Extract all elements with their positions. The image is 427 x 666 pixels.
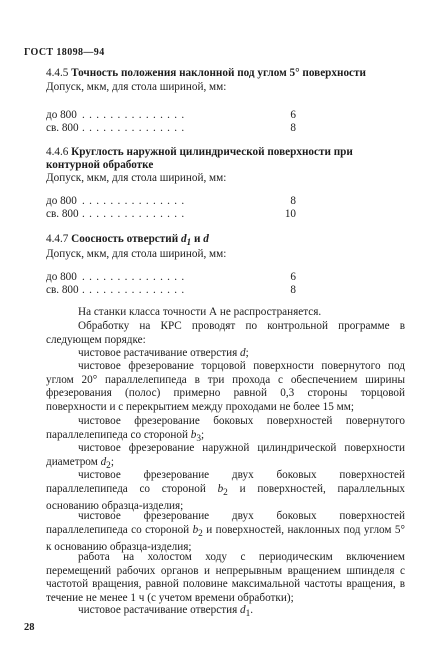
paragraph <box>46 604 405 622</box>
row-value: 10 <box>284 208 296 220</box>
paragraph-text: чистовое растачивание отверстия <box>78 604 238 616</box>
row-label: до 800 <box>46 109 77 121</box>
section-4-4-6-title <box>46 146 407 172</box>
leader-dots: ............... <box>82 122 189 134</box>
row-label: св. 800 <box>46 208 79 220</box>
paragraph <box>46 347 405 361</box>
tolerance-label: Допуск, мкм, для стола шириной, мм: <box>46 248 227 260</box>
variable: b <box>190 428 197 441</box>
section-number: 4.4.6 <box>46 146 69 158</box>
paragraph-text: и поверхностей, наклонных под углом 5° к основанию образца-изделия; <box>46 523 405 554</box>
section-title: Точность положения наклонной под углом 5° поверхности <box>71 67 366 79</box>
leader-dots: ............... <box>82 195 189 207</box>
title-text: и <box>194 233 201 245</box>
tolerance-row <box>46 109 296 122</box>
paragraph <box>46 510 405 555</box>
paragraph-text: чистовое фрезерование боковых поверхностей повернутого параллелепипеда со стороной <box>46 415 405 441</box>
paragraph-text: чистовое растачивание отверстия <box>78 347 238 359</box>
row-label: св. 800 <box>46 284 79 296</box>
section-title: Круглость наружной цилиндрической поверхности при контурной обработке <box>46 146 353 171</box>
row-value: 8 <box>290 284 296 296</box>
subscript: 2 <box>198 528 203 539</box>
title-subscript: 1 <box>186 238 192 249</box>
row-label: св. 800 <box>46 122 79 134</box>
tolerance-row <box>46 271 296 284</box>
tolerance-row <box>46 122 296 135</box>
leader-dots: ............... <box>82 271 189 283</box>
paragraph-text: чистовое фрезерование двух боковых поверхностей параллелепипеда со стороной <box>46 510 405 536</box>
section-number: 4.4.7 <box>46 233 69 245</box>
row-value: 6 <box>290 109 296 121</box>
row-value: 8 <box>290 122 296 134</box>
leader-dots: ............... <box>82 208 189 220</box>
title-variable: d <box>180 233 187 245</box>
paragraph: чистовое фрезерование торцовой поверхности повернутого под углом 20° параллелепипеда в три прохода с обеспечением ширины фрезерования (полос) примерно равной 0,3 стороны торцовой поверхности и с перекрытием между проходами не более 15 мм; <box>46 360 405 413</box>
title-variable: d <box>203 233 209 245</box>
paragraph: На станки класса точности А не распространяется. <box>78 306 322 318</box>
variable: d <box>240 347 246 359</box>
title-text: Соосность отверстий <box>71 233 179 245</box>
paragraph <box>46 469 405 514</box>
variable: d <box>240 604 246 616</box>
paragraph-text: ; <box>201 428 205 441</box>
page-number: 28 <box>24 622 35 633</box>
tolerance-row <box>46 284 296 297</box>
paragraph-text: и поверхностей, параллельных основанию образца-изделия; <box>46 482 406 513</box>
subscript: 3 <box>196 433 201 444</box>
section-number: 4.4.5 <box>46 67 69 79</box>
paragraph: Обработку на КРС проводят по контрольной программе в следующем порядке: <box>46 320 405 346</box>
row-label: до 800 <box>46 195 77 207</box>
row-value: 8 <box>290 195 296 207</box>
paragraph-text: ; <box>110 455 114 468</box>
row-value: 6 <box>290 271 296 283</box>
tolerance-row <box>46 195 296 208</box>
paragraph: работа на холостом ходу с периодическим включением перемещений рабочих органов и непрерывным вращением шпинделя с частотой вращения, равной половине максимальной частоты вращения, в течение не менее 1 ч (с учетом времени обработки); <box>46 551 405 604</box>
leader-dots: ............... <box>82 109 189 121</box>
subscript: 2 <box>223 487 228 498</box>
standard-header: ГОСТ 18098—94 <box>24 47 105 58</box>
tolerance-row <box>46 208 296 221</box>
paragraph-text: ; <box>245 347 249 359</box>
variable: d <box>100 455 107 468</box>
variable: b <box>192 523 199 536</box>
paragraph-text: чистовое фрезерование двух боковых поверхностей параллелепипеда со стороной <box>46 469 405 495</box>
section-4-4-5-title <box>46 67 407 80</box>
row-label: до 800 <box>46 271 77 283</box>
paragraph-text: чистовое фрезерование наружной цилиндрической поверхности диаметром <box>46 442 405 468</box>
tolerance-label: Допуск, мкм, для стола шириной, мм: <box>46 172 227 184</box>
subscript: 2 <box>106 460 111 471</box>
paragraph-text: . <box>250 604 254 616</box>
tolerance-label: Допуск, мкм, для стола шириной, мм: <box>46 81 227 93</box>
variable: b <box>217 482 224 495</box>
subscript: 1 <box>245 609 251 620</box>
section-title <box>71 233 209 249</box>
leader-dots: ............... <box>82 284 189 296</box>
